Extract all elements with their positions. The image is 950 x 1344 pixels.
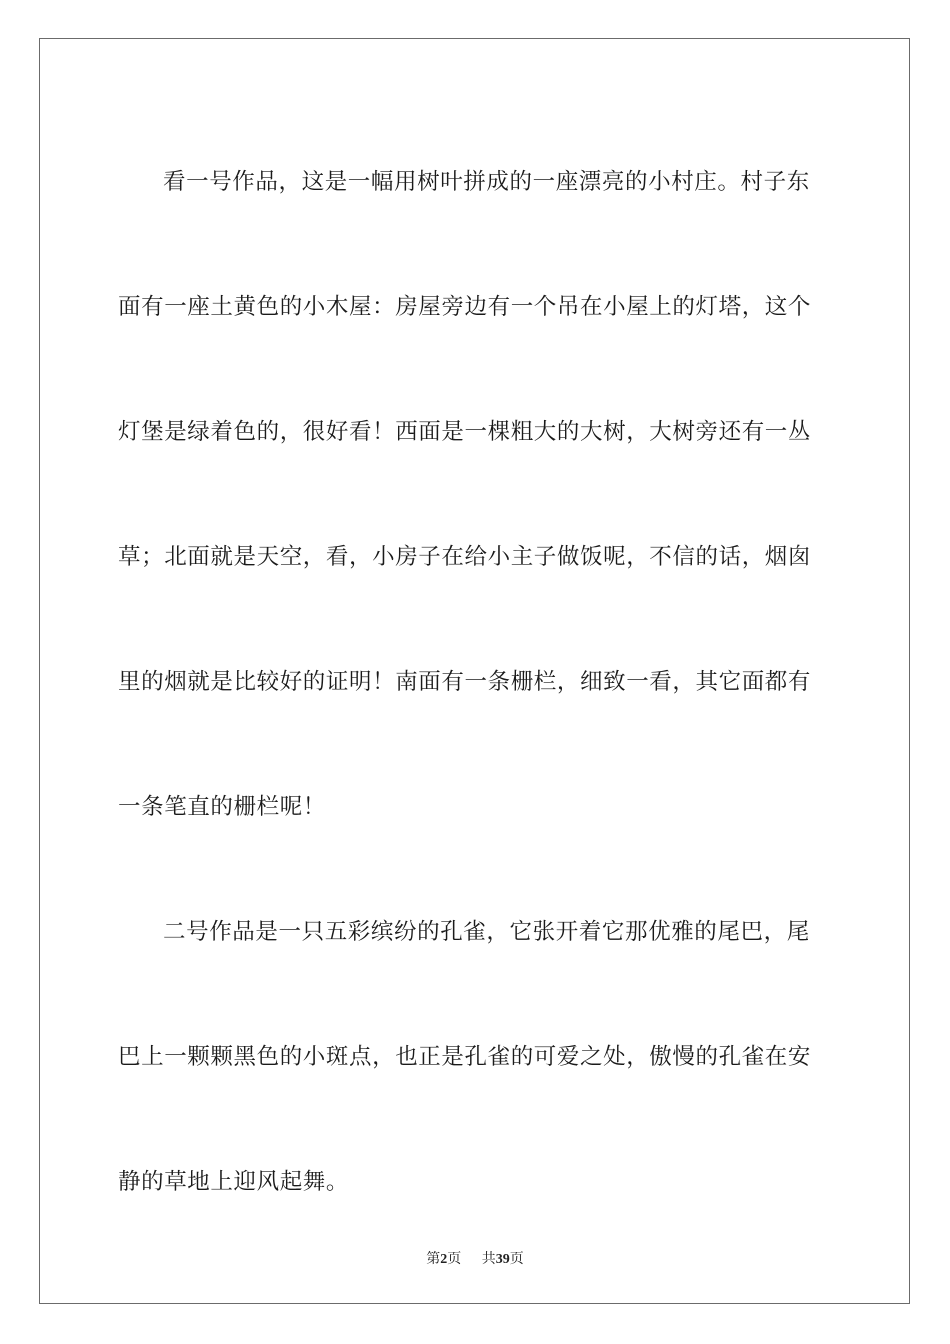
paragraph-line: 草；北面就是天空，看，小房子在给小主子做饭呢，不信的话，烟囱: [118, 544, 812, 570]
page-suffix: 页: [447, 1251, 462, 1267]
total-suffix: 页: [509, 1251, 524, 1267]
paragraph-line: 灯堡是绿着色的，很好看！西面是一棵粗大的大树，大树旁还有一丛: [118, 419, 812, 445]
paragraph-line: 二号作品是一只五彩缤纷的孔雀，它张开着它那优雅的尾巴，尾: [163, 919, 810, 945]
total-pages-indicator: [482, 1248, 524, 1268]
paragraph-1: [118, 120, 834, 870]
page-footer: [0, 1248, 950, 1268]
paragraph-line: 里的烟就是比较好的证明！南面有一条栅栏，细致一看，其它面都有: [118, 669, 812, 695]
total-prefix: 共: [481, 1251, 496, 1267]
paragraph-line: 静的草地上迎风起舞。: [118, 1169, 350, 1195]
document-body: [118, 120, 834, 1245]
page-number: 2: [440, 1252, 448, 1267]
paragraph-line: 看一号作品，这是一幅用树叶拼成的一座漂亮的小村庄。村子东: [163, 169, 810, 195]
paragraph-line: 巴上一颗颗黑色的小斑点，也正是孔雀的可爱之处，傲慢的孔雀在安: [118, 1044, 812, 1070]
paragraph-line: 面有一座土黄色的小木屋：房屋旁边有一个吊在小屋上的灯塔，这个: [118, 294, 812, 320]
paragraph-line: 一条笔直的栅栏呢！: [118, 794, 326, 820]
page-prefix: 第: [426, 1251, 441, 1267]
paragraph-2: [118, 870, 834, 1245]
page-indicator: [426, 1248, 461, 1268]
total-pages: 39: [495, 1252, 510, 1267]
